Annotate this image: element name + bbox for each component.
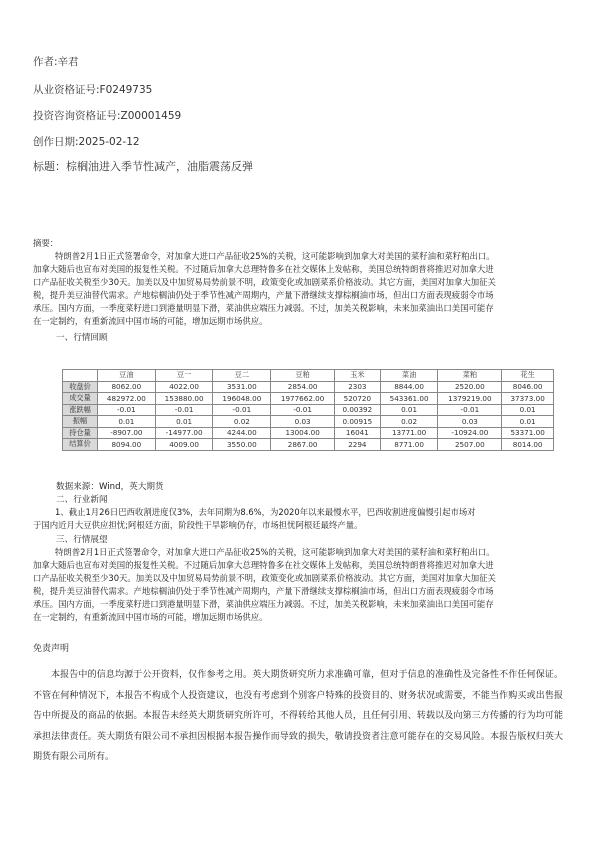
summary-line: 特朗普2月1日正式签署命令，对加拿大进口产品征收25%的关税，这可能影响到加拿大对美国的菜籽油和菜籽粕出口。: [55, 251, 495, 261]
summary-heading: 摘要：: [33, 238, 59, 248]
table-cell: 0.02: [380, 416, 438, 428]
outlook-line: 特朗普2月1日正式签署命令，对加拿大进口产品征收25%的关税，这可能影响到加拿大对美国的菜籽油和菜籽粕出口。: [55, 547, 495, 557]
table-cell: 0.01: [155, 416, 213, 428]
table-cell: 0.02: [213, 416, 271, 428]
table-cell: 0.00392: [335, 404, 381, 416]
table-cell: 482972.00: [97, 393, 155, 405]
summary-line: 承压。国内方面，一季度菜籽进口到港量明显下滑，菜油供应端压力减弱。不过，加美关税影响，未来加菜油出口美国可能存: [33, 303, 494, 313]
table-cell: 0.01: [502, 416, 554, 428]
table-row-header: 持仓量: [63, 427, 98, 439]
table-header-row: [63, 370, 554, 382]
data-source: 数据来源：Wind，英大期货: [56, 482, 164, 492]
table-row-header: 振幅: [63, 416, 98, 428]
table-cell: -14977.00: [155, 427, 213, 439]
outlook-line: 承压。国内方面，一季度菜籽进口到港量明显下滑，菜油供应端压力减弱。不过，加美关税影响，未来加菜油出口美国可能存: [33, 599, 494, 609]
table-cell: 2507.00: [438, 439, 502, 451]
table-cell: 4022.00: [155, 381, 213, 393]
table-cell: 196048.00: [213, 393, 271, 405]
outlook-line: 加拿大随后也宣布对美国的报复性关税。不过随后加拿大总理特鲁多在社交媒体上发帖称，美国总统特朗普将推迟对加拿大进: [33, 560, 494, 570]
table-cell: 0.00915: [335, 416, 381, 428]
table-cell: -0.01: [97, 404, 155, 416]
table-cell: 8062.00: [97, 381, 155, 393]
table-cell: 2867.00: [271, 439, 335, 451]
table-header-cell: 菜油: [380, 370, 438, 382]
news-line: 1、截止1月26日巴西收割进度仅3%，去年同期为8.6%，为2020年以来最慢水平，巴西收割进度偏慢引起市场对: [55, 507, 476, 517]
table-cell: 0.03: [438, 416, 502, 428]
table-header-cell: 豆粕: [271, 370, 335, 382]
summary-block: [33, 237, 563, 328]
disclaimer-text: 本报告中的信息均源于公开资料，仅作参考之用。英大期货研究所力求准确可靠，但对于信息的准确性及完备性不作任何保证。不管在何种情况下，本报告不构成个人投资建议，也没有考虑到个别客户特殊的投资目的、财务状况或需要，不能当作购买或出售报告中所提及的商品的依据。本报告未经英大期货研究所许可，不得转给其他人员，且任何引用、转载以及向第三方传播的行为均可能承担法律责任。英大期货有限公司不承担因根据本报告操作而导致的损失，敬请投资者注意可能存在的交易风险。本报告版权归英大期货有限公司所有。: [33, 670, 563, 762]
table-row: [63, 381, 554, 393]
table-header-cell: [63, 370, 98, 382]
table-cell: 543361.00: [380, 393, 438, 405]
table-cell: 1977662.00: [271, 393, 335, 405]
table-cell: 37373.00: [502, 393, 554, 405]
table-header-cell: 玉米: [335, 370, 381, 382]
table-cell: 8771.00: [380, 439, 438, 451]
outlook-line: 在一定制约，有重新流回中国市场的可能，增加远期市场供应。: [33, 612, 268, 622]
summary-line: 口产品征收关税至少30天。加美以及中加贸易局势前景不明，政策变化或加剧菜系价格波动。其它方面，美国对加拿大加征关: [33, 277, 496, 287]
table-row: [63, 404, 554, 416]
table-cell: -0.01: [155, 404, 213, 416]
table-cell: 520720: [335, 393, 381, 405]
summary-line: 税，提升美豆油替代需求。产地棕榈油仍处于季节性减产周期内，产量下滑继续支撑棕榈油市场，但出口方面表现疲弱令市场: [33, 290, 494, 300]
news-line: 于国内近月大豆供应担忧;阿根廷方面，阶段性干旱影响仍存，市场担忧阿根廷最终产量。: [33, 520, 363, 530]
table-cell: 0.01: [502, 404, 554, 416]
table-cell: 8014.00: [502, 439, 554, 451]
table-cell: 1379219.00: [438, 393, 502, 405]
table-row-header: 涨跌幅: [63, 404, 98, 416]
table-cell: 3550.00: [213, 439, 271, 451]
table-cell: 4009.00: [155, 439, 213, 451]
license-line: 从业资格证号:F0249735: [33, 84, 153, 96]
table-row-header: 收盘价: [63, 381, 98, 393]
section-heading-outlook: 三、行情展望: [56, 535, 108, 545]
table-cell: 0.03: [271, 416, 335, 428]
disclaimer-title: 免责声明: [33, 644, 70, 654]
table-header-cell: 豆一: [155, 370, 213, 382]
report-title: 标题：棕榈油进入季节性减产，油脂震荡反弹: [33, 160, 253, 173]
table-cell: 3531.00: [213, 381, 271, 393]
table-cell: 8844.00: [380, 381, 438, 393]
outlook-line: 口产品征收关税至少30天。加美以及中加贸易局势前景不明，政策变化或加剧菜系价格波动。其它方面，美国对加拿大加征关: [33, 573, 496, 583]
table-cell: -0.01: [438, 404, 502, 416]
table-cell: 2303: [335, 381, 381, 393]
author-line: 作者:辛君: [33, 56, 79, 68]
table-cell: 13771.00: [380, 427, 438, 439]
table-header-cell: 花生: [502, 370, 554, 382]
table-row-header: 成交量: [63, 393, 98, 405]
table-cell: 4244.00: [213, 427, 271, 439]
table-row: [63, 416, 554, 428]
summary-line: 在一定制约，有重新流回中国市场的可能，增加远期市场供应。: [33, 316, 268, 326]
table-cell: 0.01: [97, 416, 155, 428]
table-cell: -10924.00: [438, 427, 502, 439]
advisory-license-line: 投资咨询资格证号:Z00001459: [33, 110, 182, 122]
table-cell: 153880.00: [155, 393, 213, 405]
table-header-cell: 豆二: [213, 370, 271, 382]
outlook-line: 税，提升美豆油替代需求。产地棕榈油仍处于季节性减产周期内，产量下滑继续支撑棕榈油市场，但出口方面表现疲弱令市场: [33, 586, 494, 596]
table-cell: 8094.00: [97, 439, 155, 451]
news-block: [33, 506, 563, 532]
market-table: [62, 369, 554, 451]
table-row: [63, 439, 554, 451]
table-row: [63, 427, 554, 439]
section-heading-review: 一、行情回顾: [56, 333, 108, 343]
table-cell: 53371.00: [502, 427, 554, 439]
summary-line: 加拿大随后也宣布对美国的报复性关税。不过随后加拿大总理特鲁多在社交媒体上发帖称，美国总统特朗普将推迟对加拿大进: [33, 264, 494, 274]
table-cell: -0.01: [271, 404, 335, 416]
table-cell: 16041: [335, 427, 381, 439]
table-cell: 0.01: [380, 404, 438, 416]
table-cell: 2294: [335, 439, 381, 451]
outlook-block: [33, 546, 563, 624]
section-heading-news: 二、行业新闻: [56, 495, 108, 505]
table-cell: 2854.00: [271, 381, 335, 393]
table-cell: 13004.00: [271, 427, 335, 439]
table-cell: -0.01: [213, 404, 271, 416]
table-header-cell: 豆油: [97, 370, 155, 382]
table-header-cell: 菜粕: [438, 370, 502, 382]
table-row: [63, 393, 554, 405]
table-row-header: 结算价: [63, 439, 98, 451]
table-cell: 8046.00: [502, 381, 554, 393]
table-cell: 2520.00: [438, 381, 502, 393]
table-cell: -8907.00: [97, 427, 155, 439]
date-line: 创作日期:2025-02-12: [33, 136, 140, 148]
